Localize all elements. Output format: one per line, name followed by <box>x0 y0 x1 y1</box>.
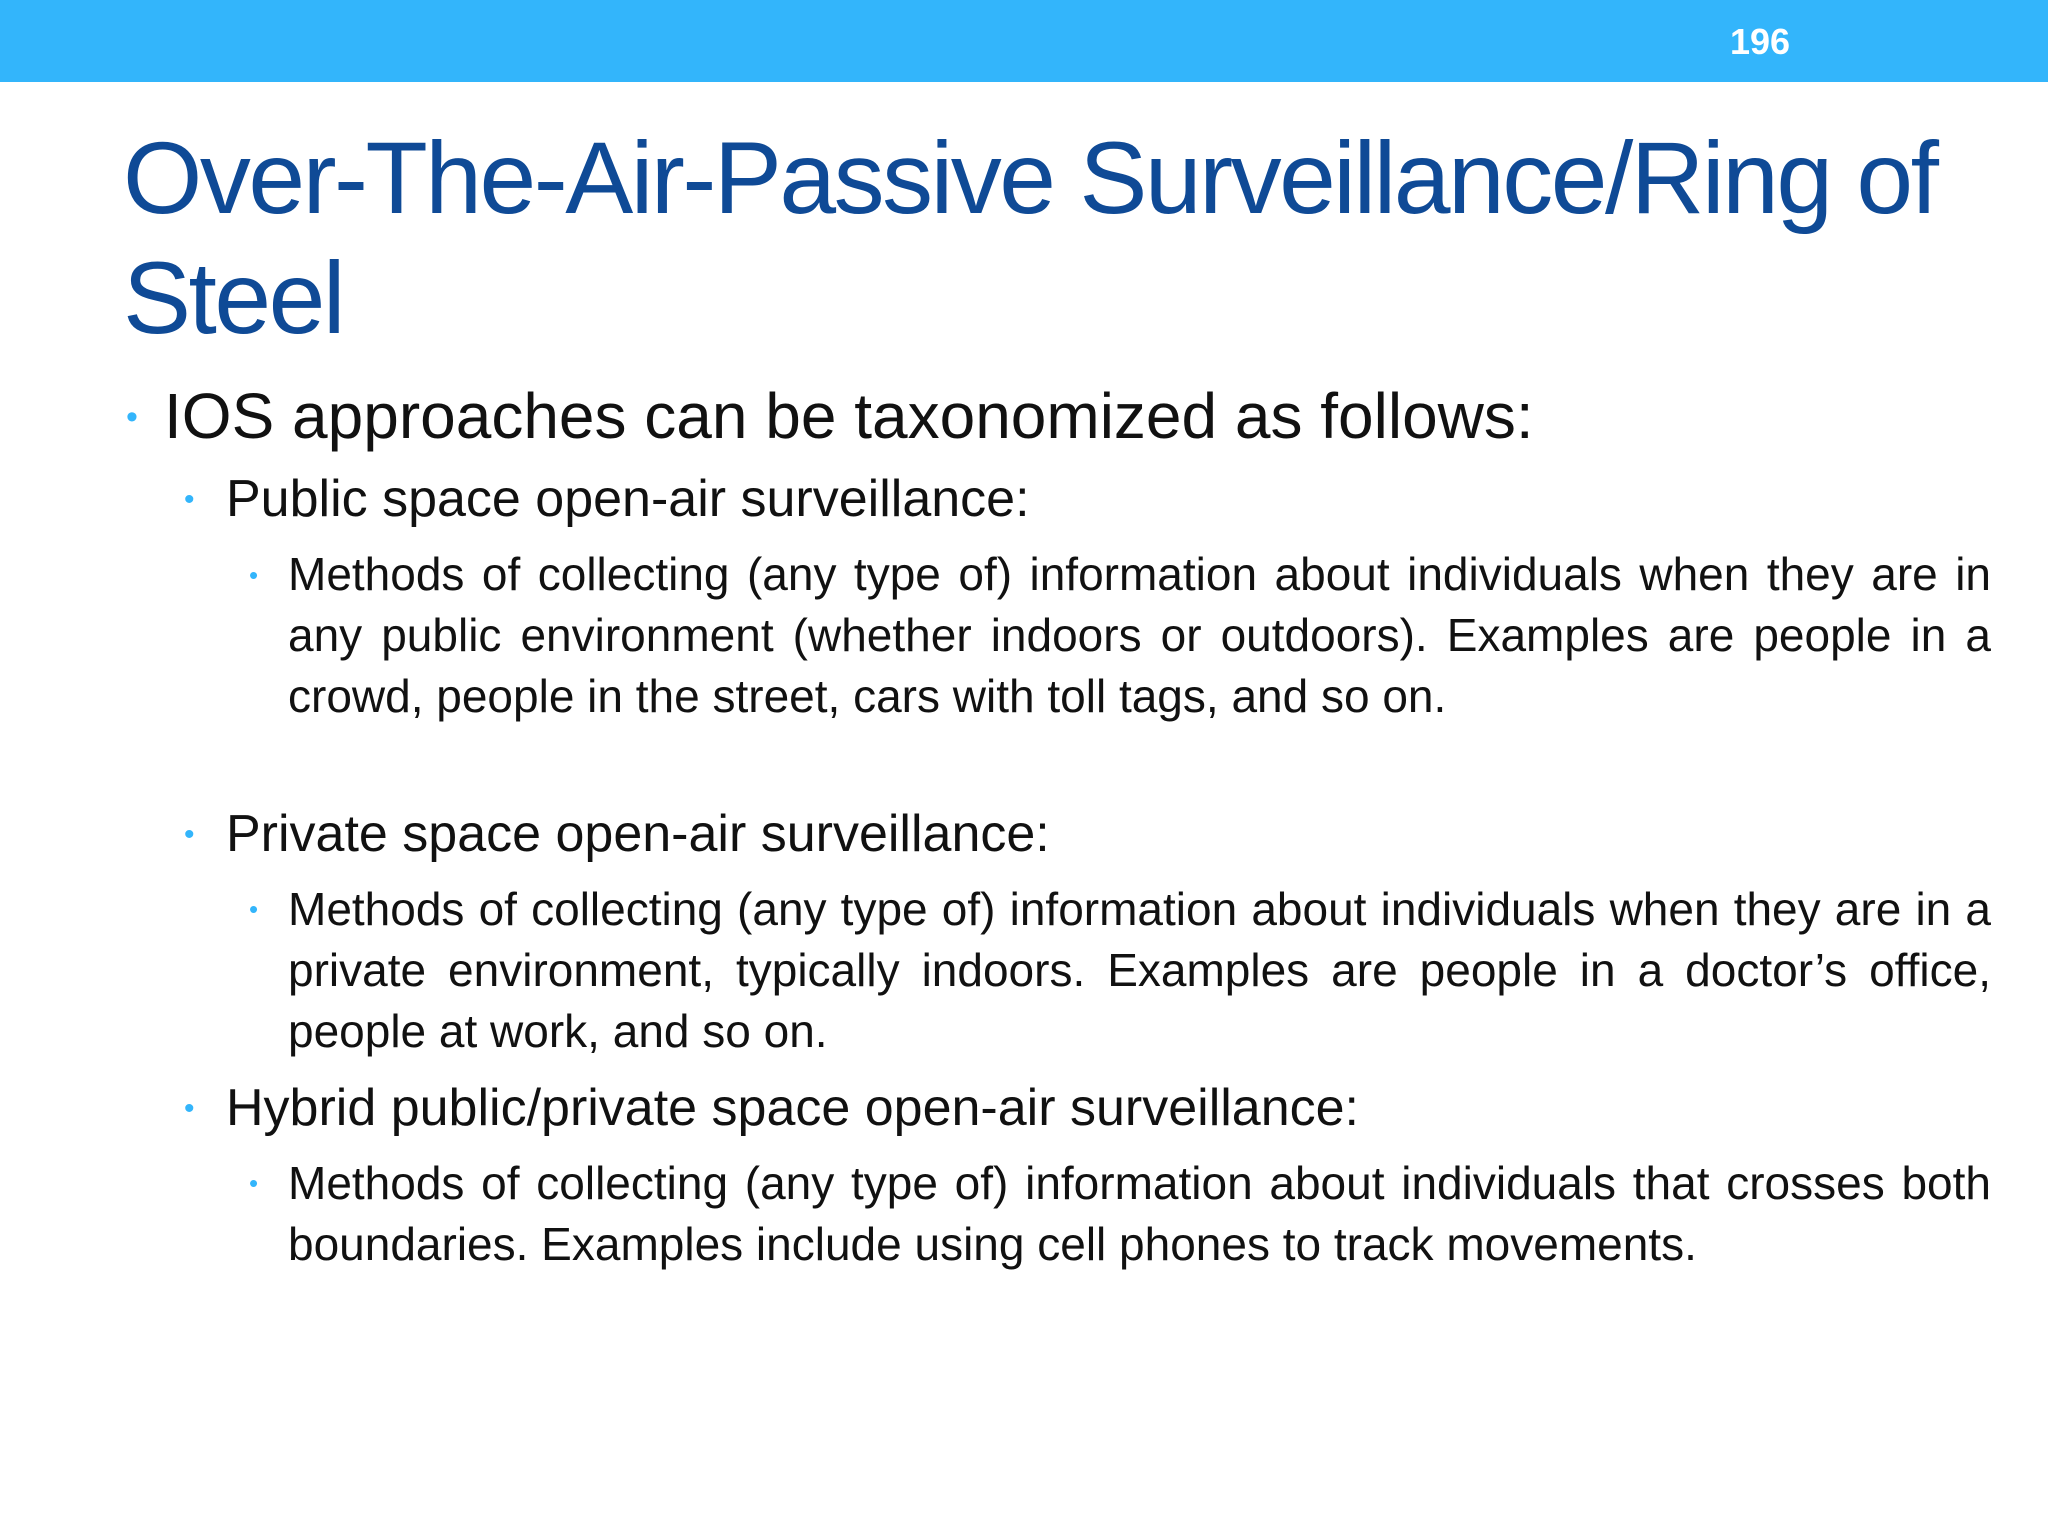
category-description-hybrid: Methods of collecting (any type of) information about individuals that crosses both boundaries. Examples include using cell phones to track movements. <box>288 1157 1991 1270</box>
bullet-icon: • <box>249 1168 259 1198</box>
category-heading-hybrid: Hybrid public/private space open-air surveillance: <box>226 1079 1360 1137</box>
bullet-icon: • <box>184 1092 195 1125</box>
bullet-icon: • <box>184 818 195 851</box>
header-bar <box>0 0 2048 82</box>
category-heading-public: Public space open-air surveillance: <box>226 470 1030 528</box>
bullet-icon: • <box>249 560 259 590</box>
slide-number: 196 <box>1729 21 1791 62</box>
bullet-icon: • <box>126 398 138 436</box>
intro-bullet: IOS approaches can be taxonomized as follows: <box>164 380 1534 452</box>
category-description-private: Methods of collecting (any type of) information about individuals when they are in a private environment, typically indoors. Examples are people in a doctor’s office, people at work, and so on. <box>288 883 1991 1057</box>
category-description-public: Methods of collecting (any type of) information about individuals when they are in any public environment (whether indoors or outdoors). Examples are people in a crowd, people in the street, cars with toll tags, and so on. <box>288 548 1991 722</box>
bullet-icon: • <box>184 483 195 516</box>
category-heading-private: Private space open-air surveillance: <box>226 805 1050 863</box>
bullet-icon: • <box>249 894 259 924</box>
slide-title: Over-The-Air-Passive Surveillance/Ring of Steel <box>123 121 1937 355</box>
